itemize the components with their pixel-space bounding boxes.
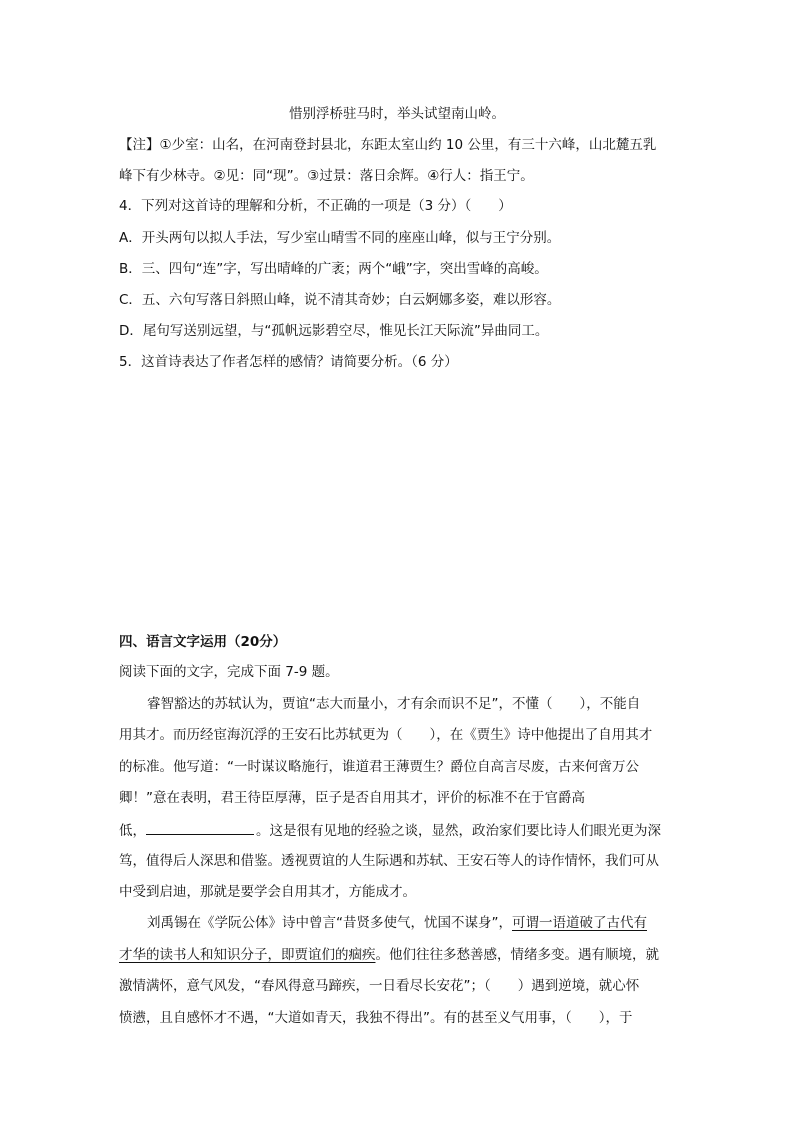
underlined-sentence-part-1: 可谓一语道破了古代有: [512, 915, 647, 931]
annotation-line-1: 【注】①少室：山名，在河南登封县北，东距太室山约 10 公里，有三十六峰，山北麓五乳: [119, 137, 657, 153]
passage-p2-line-1-start: 刘禹锡在《学阮公体》诗中曾言“昔贤多使气，忧国不谋身”，: [147, 915, 512, 931]
passage-p2-line-2-end: 。他们往往多愁善感，情绪多变。遇有顺境，就: [375, 947, 659, 963]
question-4-option-a: A．开头两句以拟人手法，写少室山晴雪不同的座座山峰，似与王宁分别。: [119, 230, 561, 246]
question-4-option-d: D．尾句写送别远望，与“孤帆远影碧空尽，惟见长江天际流”异曲同工。: [119, 323, 549, 339]
section-4-title: 四、语言文字运用（20分）: [119, 634, 287, 650]
passage-p1-line-2: 用其才。而历经宦海沉浮的王安石比苏轼更为（ ），在《贾生》诗中他提出了自用其才: [119, 727, 653, 743]
question-4-stem: 4．下列对这首诗的理解和分析，不正确的一项是（3 分）（ ）: [119, 198, 512, 214]
question-5-stem: 5．这首诗表达了作者怎样的感情？请简要分析。（6 分）: [119, 354, 458, 370]
passage-p1-line-5-end: 。这是很有见地的经验之谈，显然，政治家们要比诗人们眼光更为深: [256, 823, 661, 839]
poem-last-line: 惜别浮桥驻马时，举头试望南山岭。: [289, 106, 505, 122]
passage-p1-line-7: 中受到启迪，那就是要学会自用其才，方能成才。: [119, 884, 416, 900]
passage-p1-line-4: 卿！”意在表明，君王待臣厚薄，臣子是否自用其才，评价的标准不在于官爵高: [119, 790, 585, 806]
passage-p2-line-4: 愤懑，且自感怀才不遇，“大道如青天，我独不得出”。有的甚至义气用事，（ ），于: [119, 1010, 633, 1026]
passage-p1-line-6: 笃，值得后人深思和借鉴。透视贾谊的人生际遇和苏轼、王安石等人的诗作情怀，我们可从: [119, 853, 659, 869]
fill-in-blank[interactable]: [146, 820, 254, 835]
passage-p1-line-1: 睿智豁达的苏轼认为，贾谊“志大而量小，才有余而识不足”，不懂（ ），不能自: [147, 696, 641, 712]
question-4-option-b: B．三、四句“连”字，写出晴峰的广袤；两个“峨”字，突出雪峰的高峻。: [119, 261, 548, 277]
question-4-option-c: C．五、六句写落日斜照山峰，说不清其奇妙；白云婀娜多姿，难以形容。: [119, 292, 561, 308]
passage-p2-line-2: [119, 945, 659, 965]
section-4-intro: 阅读下面的文字，完成下面 7-9 题。: [119, 664, 339, 680]
annotation-line-2: 峰下有少林寺。②见：同“现”。③过景：落日余辉。④行人：指王宁。: [119, 168, 534, 184]
passage-p1-line-5-start: 低，: [119, 823, 146, 839]
passage-p1-line-3: 的标准。他写道：“一时谋议略施行，谁道君王薄贾生？爵位自高言尽废，古来何啻万公: [119, 759, 639, 775]
passage-p1-line-5: [119, 820, 661, 841]
underlined-sentence-part-2: 才华的读书人和知识分子，即贾谊们的痼疾: [119, 947, 376, 963]
passage-p2-line-3: 激情满怀，意气风发，“春风得意马蹄疾，一日看尽长安花”；（ ）遇到逆境，就心怀: [119, 978, 640, 994]
passage-p2-line-1: [147, 913, 647, 933]
